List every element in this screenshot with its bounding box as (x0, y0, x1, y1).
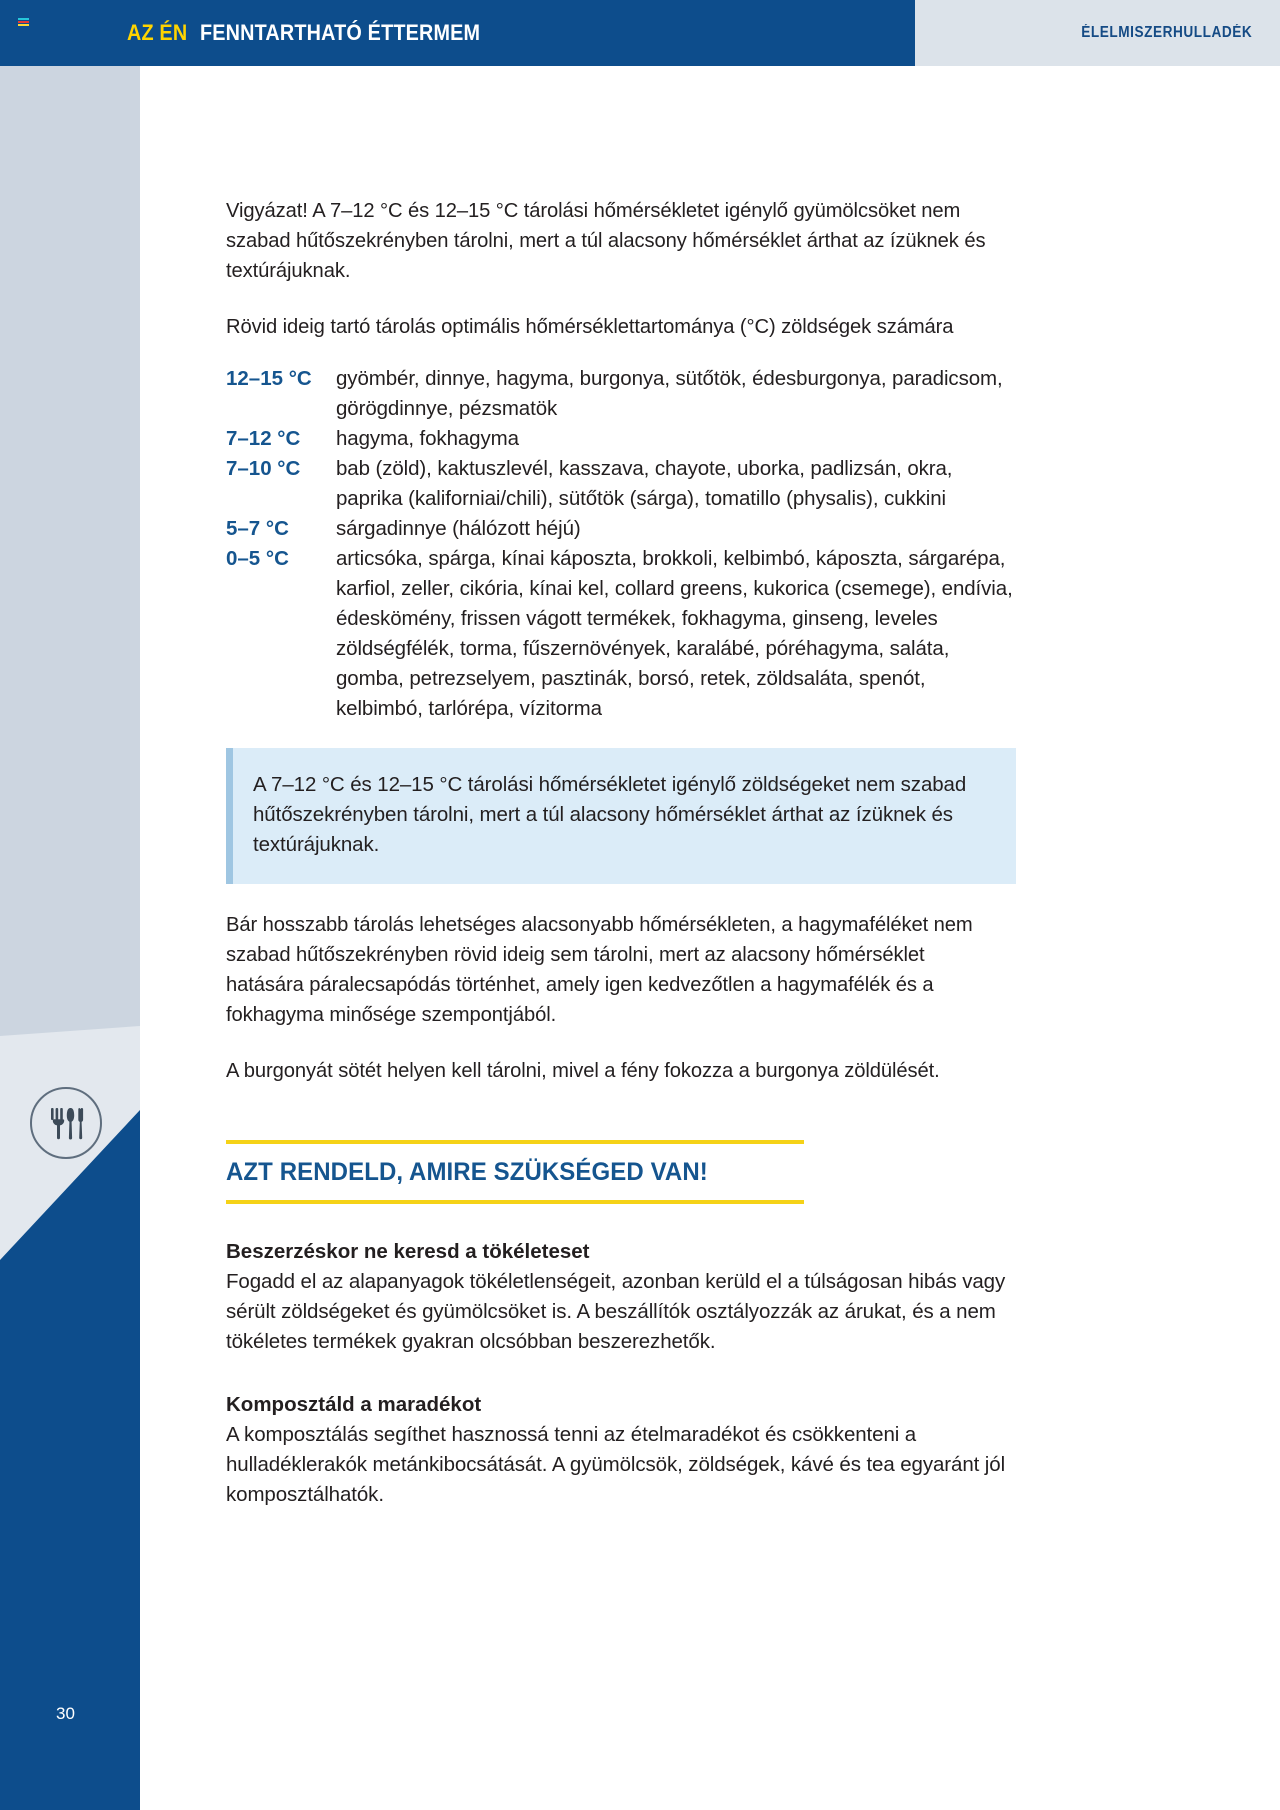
callout-box (226, 748, 1016, 884)
main-content (226, 196, 1016, 1510)
temperature-range: 0–5 °C (226, 547, 289, 570)
subsection-heading: Komposztáld a maradékot (226, 1393, 482, 1416)
temperature-row (226, 514, 1016, 544)
registration-marks-icon (18, 18, 29, 27)
temperature-items: hagyma, fokhagyma (336, 427, 519, 450)
temperature-range: 7–12 °C (226, 427, 301, 450)
chapter-label-panel (915, 0, 1280, 66)
temperature-items: gyömbér, dinnye, hagyma, burgonya, sütőtök, édesburgonya, paradicsom, görögdinnye, pézsmatök (336, 367, 1003, 420)
publication-title (127, 0, 511, 66)
cutlery-icon (30, 1087, 102, 1159)
temperature-range-list (226, 364, 1016, 724)
temperature-items: sárgadinnye (hálózott héjú) (336, 517, 581, 540)
subsection-body: A komposztálás segíthet hasznossá tenni az ételmaradékot és csökkenteni a hulladéklerakók metánkibocsátását. A gyümölcsök, zöldségek, kávé és tea egyaránt jól komposztálhatók. (226, 1423, 1006, 1506)
rail-white-wedge (140, 66, 215, 1810)
temperature-row (226, 364, 1016, 424)
temperature-row (226, 424, 1016, 454)
callout-text: A 7–12 °C és 12–15 °C tárolási hőmérsékletet igénylő zöldségeket nem szabad hűtőszekrényben tárolni, mert a túl alacsony hőmérséklet árthat az ízüknek és textúrájuknak. (253, 773, 967, 856)
temperature-range: 7–10 °C (226, 457, 301, 480)
warning-paragraph: Vigyázat! A 7–12 °C és 12–15 °C tárolási hőmérsékletet igénylő gyümölcsöket nem szabad hűtőszekrényben tárolni, mert a túl alacsony hőmérséklet árthat az ízüknek és textúrájuknak. (226, 199, 986, 282)
temperature-items: articsóka, spárga, kínai káposzta, brokkoli, kelbimbó, káposzta, sárgarépa, karfiol, zeller, cikória, kínai kel, collard greens, kukorica (csemege), endívia, édeskömény, frissen vágott termékek, fokhagyma, ginseng, leveles zöldségfélék, torma, fűszernövények, karalábé, póréhagyma, saláta, gomba, petrezselyem, pasztinák, borsó, retek, zöldsaláta, spenót, kelbimbó, tarlórépa, vízitorma (336, 547, 1013, 720)
temperature-row (226, 454, 1016, 514)
subsection-block (226, 1238, 1016, 1357)
subsection-body: Fogadd el az alapanyagok tökéletlenségeit, azonban kerüld el a túlságosan hibás vagy sérült zöldségeket és gyümölcsöket is. A beszállítók osztályozzák az árukat, és a nem tökéletes termékek gyakran olcsóbban beszerezhetők. (226, 1270, 1006, 1353)
heading-rule-bottom (226, 1200, 804, 1204)
decorative-sidebar (0, 66, 215, 1810)
rail-grey-top-shape (0, 66, 140, 1046)
subsection-heading: Beszerzéskor ne keresd a tökéleteset (226, 1240, 590, 1263)
publication-title-rest: FENNTARTHATÓ ÉTTERMEM (200, 20, 481, 45)
temperature-range: 5–7 °C (226, 517, 289, 540)
temperature-range: 12–15 °C (226, 367, 312, 390)
temperature-row (226, 544, 1016, 724)
temperature-items: bab (zöld), kaktuszlevél, kasszava, chayote, uborka, padlizsán, okra, paprika (kaliforniai/chili), sütőtök (sárga), tomatillo (physalis), cukkini (336, 457, 953, 510)
onion-storage-paragraph: Bár hosszabb tárolás lehetséges alacsonyabb hőmérsékleten, a hagymaféléket nem szabad hűtőszekrényben rövid ideig sem tárolni, mert az alacsony hőmérséklet hatására páralecsapódás történhet, amely igen kedvezőtlen a hagymafélék és a fokhagyma minősége szempontjából. (226, 913, 973, 1026)
section-heading-block (226, 1140, 804, 1204)
section-heading: AZT RENDELD, AMIRE SZÜKSÉGED VAN! (226, 1158, 708, 1186)
page-header (0, 0, 1280, 66)
intro-paragraph: Rövid ideig tartó tárolás optimális hőmérséklettartománya (°C) zöldségek számára (226, 315, 954, 338)
page-number: 30 (56, 1704, 75, 1723)
subsection-block (226, 1391, 1016, 1510)
potato-storage-paragraph: A burgonyát sötét helyen kell tárolni, mivel a fény fokozza a burgonya zöldülését. (226, 1059, 940, 1082)
publication-title-highlight: AZ ÉN (127, 20, 188, 45)
chapter-label: ÉLELMISZERHULLADÉK (1081, 24, 1252, 41)
